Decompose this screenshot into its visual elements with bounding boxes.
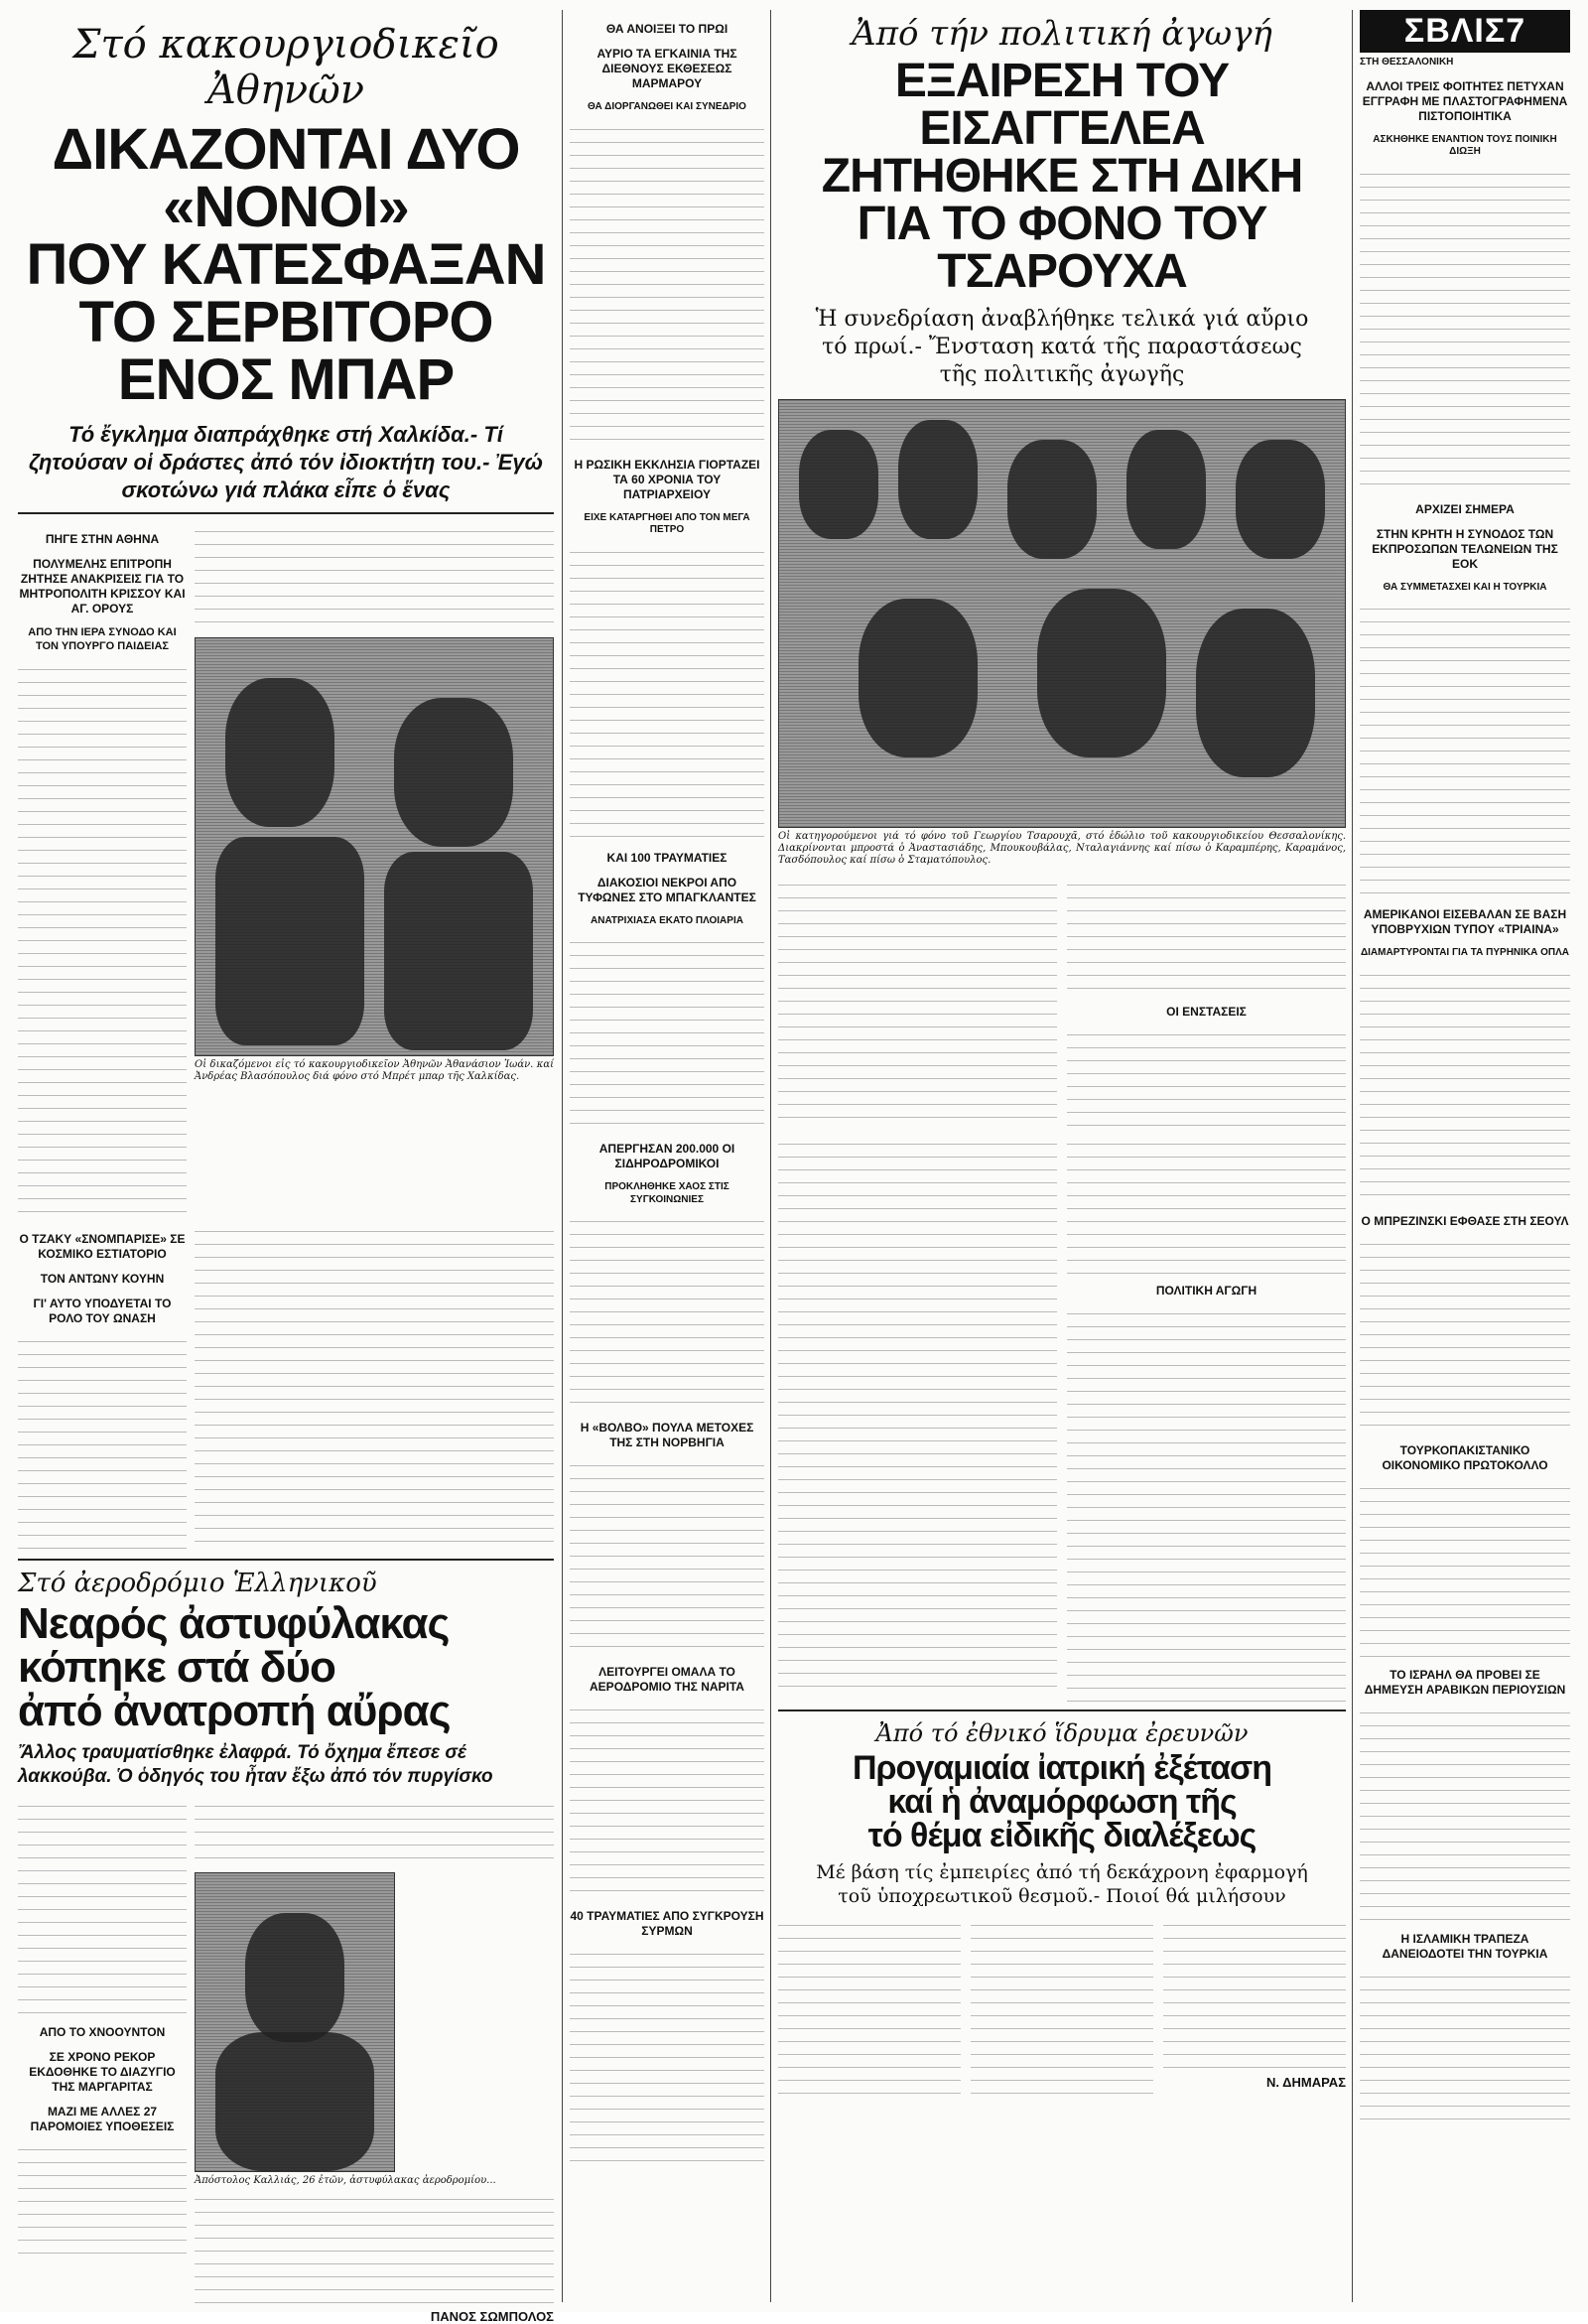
divider [778, 1709, 1346, 1711]
article-text [1360, 165, 1570, 492]
side-head: Ο ΤΖΑΚΥ «ΣΝΟΜΠΑΡΙΣΕ» ΣΕ ΚΟΣΜΙΚΟ ΕΣΤΙΑΤΟΡΙΟ [19, 1231, 186, 1261]
article-text [1067, 1135, 1346, 1274]
subhead: Μέ βάση τίς ἐμπειρίες ἀπό τή δεκάχρονη ἐφαρμογή τοῦ ὑποχρεωτικοῦ θεσμοῦ.- Ποιοί θά μιλήσουν [816, 1861, 1308, 1907]
subhead: Τό ἔγκλημα διαπράχθηκε στή Χαλκίδα.- Τί ζητούσαν οἱ δράστες ἀπό τόν ἰδιοκτήτη του.- Ἐγώ σκοτώνω γιά πλάκα εἶπε ὁ ἕνας [29, 422, 543, 502]
column-rule [562, 10, 563, 2302]
article-text [1360, 1235, 1570, 1434]
article-text [570, 1945, 764, 2173]
article-text [1360, 1968, 1570, 2126]
column-rule [1352, 10, 1353, 2302]
column-3 [778, 0, 1346, 2312]
article-text [1360, 1479, 1570, 1658]
article-text [1360, 600, 1570, 897]
side-head: ΘΑ ΑΝΟΙΞΕΙ ΤΟ ΠΡΩΙ [605, 22, 728, 36]
side-head: ΚΑΙ 100 ΤΡΑΥΜΑΤΙΕΣ [606, 850, 728, 865]
side-head: ΘΑ ΔΙΟΡΓΑΝΩΘΕΙ ΚΑΙ ΣΥΝΕΔΡΙΟ [588, 101, 746, 112]
article-text [1067, 1025, 1346, 1135]
headline: ΠΟΥ ΚΑΤΕΣΦΑΞΑΝ [26, 232, 546, 297]
article-text [570, 120, 764, 448]
side-head: ΤΟΝ ΑΝΤΩΝΥ ΚΟΥΗΝ [40, 1271, 165, 1286]
byline: Ν. ΔΗΜΑΡΑΣ [1266, 2075, 1346, 2090]
section-logo: ΣΒΛΙΣ7 [1360, 10, 1570, 53]
headline: ΓΙΑ ΤΟ ΦΟΝΟ ΤΟΥ ΤΣΑΡΟΥΧΑ [857, 198, 1267, 298]
side-head: ΓΙ' ΑΥΤΟ ΥΠΟΔΥΕΤΑΙ ΤΟ ΡΟΛΟ ΤΟΥ ΩΝΑΣΗ [33, 1296, 172, 1325]
headline: ἀπό ἀνατροπή αὔρας [18, 1686, 451, 1735]
article-text [195, 1222, 554, 1550]
side-head: ΑΛΛΟΙ ΤΡΕΙΣ ΦΟΙΤΗΤΕΣ ΠΕΤΥΧΑΝ ΕΓΓΡΑΦΗ ΜΕ ΠΛΑΣΤΟΓΡΑΦΗΜΕΝΑ ΠΙΣΤΟΠΟΙΗΤΙΚΑ [1362, 78, 1568, 123]
side-head: ΛΕΙΤΟΥΡΓΕΙ ΟΜΑΛΑ ΤΟ ΑΕΡΟΔΡΟΜΙΟ ΤΗΣ ΝΑΡΙΤΑ [590, 1665, 744, 1694]
article-text [570, 1456, 764, 1655]
article-text [778, 1135, 1057, 1691]
article-text [778, 876, 1057, 1124]
article-text [18, 1332, 187, 1551]
side-head: ΕΙΧΕ ΚΑΤΑΡΓΗΘΕΙ ΑΠΟ ΤΟΝ ΜΕΓΑ ΠΕΤΡΟ [584, 511, 750, 535]
kicker: Ἀπό τό ἐθνικό ἵδρυμα ἐρευνῶν [875, 1719, 1249, 1747]
side-head: ΜΑΖΙ ΜΕ ΑΛΛΕΣ 27 ΠΑΡΟΜΟΙΕΣ ΥΠΟΘΕΣΕΙΣ [30, 2104, 175, 2133]
column-rule [770, 10, 771, 2302]
article-text [1360, 1704, 1570, 1922]
article-text [1067, 1304, 1346, 1702]
section-head: ΠΟΛΙΤΙΚΗ ΑΓΩΓΗ [1155, 1284, 1257, 1298]
side-head: Η ΡΩΣΙΚΗ ΕΚΚΛΗΣΙΑ ΓΙΟΡΤΑΖΕΙ ΤΑ 60 ΧΡΟΝΙΑ ΤΟΥ ΠΑΤΡΙΑΡΧΕΙΟΥ [574, 457, 760, 501]
column-1 [18, 0, 554, 2324]
column-4 [1360, 0, 1570, 2312]
headline: τό θέμα εἰδικῆς διαλέξεως [867, 1817, 1257, 1854]
side-head: ΑΠΟ ΤΟ ΧΝΟΟΥΝΤΟΝ [39, 2024, 166, 2039]
side-head: ΔΙΑΜΑΡΤΥΡΟΝΤΑΙ ΓΙΑ ΤΑ ΠΥΡΗΝΙΚΑ ΟΠΛΑ [1360, 947, 1570, 958]
side-head: ΤΟ ΙΣΡΑΗΛ ΘΑ ΠΡΟΒΕΙ ΣΕ ΔΗΜΕΥΣΗ ΑΡΑΒΙΚΩΝ ΠΕΡΙΟΥΣΙΩΝ [1364, 1667, 1566, 1697]
photo-caption: Οἱ δικαζόμενοι εἰς τό κακουργιοδικεῖον Ἀθηνῶν Ἀθανάσιον Ἰωάν. καί Ἀνδρέας Βλασόπουλος διά φόνο στό Μπρέτ μπαρ τῆς Χαλκίδας. [195, 1059, 554, 1082]
divider [18, 1559, 554, 1561]
side-head: ΠΟΛΥΜΕΛΗΣ ΕΠΙΤΡΟΠΗ ΖΗΤΗΣΕ ΑΝΑΚΡΙΣΕΙΣ ΓΙΑ ΤΟ ΜΗΤΡΟΠΟΛΙΤΗ ΚΡΙΣΣΟΥ ΚΑΙ ΑΓ. ΟΡΟΥΣ [19, 557, 186, 615]
subhead: Ἡ συνεδρίαση ἀναβλήθηκε τελικά γιά αὔριο τό πρωί.- Ἔνσταση κατά τῆς παραστάσεως τῆς πολιτικῆς ἀγωγῆς [815, 307, 1309, 387]
article-text [570, 1701, 764, 1899]
section-head: ΟΙ ΕΝΣΤΑΣΕΙΣ [1166, 1005, 1247, 1019]
side-head: ΔΙΑΚΟΣΙΟΙ ΝΕΚΡΟΙ ΑΠΟ ΤΥΦΩΝΕΣ ΣΤΟ ΜΠΑΓΚΛΑΝΤΕΣ [578, 875, 756, 904]
side-head: ΠΡΟΚΛΗΘΗΚΕ ΧΑΟΣ ΣΤΙΣ ΣΥΓΚΟΙΝΩΝΙΕΣ [604, 1181, 729, 1205]
side-head: ΘΑ ΣΥΜΜΕΤΑΣΧΕΙ ΚΑΙ Η ΤΟΥΡΚΙΑ [1383, 581, 1547, 593]
courtroom-photo [778, 399, 1346, 828]
side-head: ΑΝΑΤΡΙΧΙΑΣΑ ΕΚΑΤΟ ΠΛΟΙΑΡΙΑ [591, 914, 743, 926]
kicker: Ἀπό τήν πολιτική ἀγωγή [852, 14, 1272, 54]
headline: καί ἡ ἀναμόρφωση τῆς [887, 1783, 1237, 1821]
side-head: Η ΙΣΛΑΜΙΚΗ ΤΡΑΠΕΖΑ ΔΑΝΕΙΟΔΟΤΕΙ ΤΗΝ ΤΟΥΡΚΙΑ [1382, 1931, 1548, 1961]
article-text [18, 1797, 187, 2015]
side-head: ΑΠΕΡΓΗΣΑΝ 200.000 ΟΙ ΣΙΔΗΡΟΔΡΟΜΙΚΟΙ [598, 1142, 735, 1170]
column-2 [570, 0, 764, 2312]
headline: ΔΙΚΑΖΟΝΤΑΙ ΔΥΟ «ΝΟΝΟΙ» [52, 117, 520, 239]
article-text [570, 933, 764, 1132]
article-text [570, 1212, 764, 1411]
article-text [18, 2140, 187, 2259]
article-text [1163, 1916, 1346, 2075]
side-head: ΑΜΕΡΙΚΑΝΟΙ ΕΙΣΕΒΑΛΑΝ ΣΕ ΒΑΣΗ ΥΠΟΒΡΥΧΙΩΝ ΤΥΠΟΥ «ΤΡΙΑΙΝΑ» [1363, 907, 1567, 936]
headline: Νεαρός ἀστυφύλακας [18, 1598, 450, 1648]
section-label: ΣΤΗ ΘΕΣΣΑΛΟΝΙΚΗ [1360, 57, 1454, 68]
article-text [195, 522, 554, 631]
article-text [570, 543, 764, 841]
article-text [18, 660, 187, 1216]
side-head: ΑΡΧΙΖΕΙ ΣΗΜΕΡΑ [1415, 501, 1515, 516]
article-text [195, 1797, 554, 1866]
side-head: ΤΟΥΡΚΟΠΑΚΙΣΤΑΝΙΚΟ ΟΙΚΟΝΟΜΙΚΟ ΠΡΩΤΟΚΟΛΛΟ [1382, 1442, 1548, 1472]
kicker: Στό κακουργιοδικεῖο Ἀθηνῶν [72, 22, 499, 113]
side-head: Η «ΒΟΛΒΟ» ΠΟΥΛΑ ΜΕΤΟΧΕΣ ΤΗΣ ΣΤΗ ΝΟΡΒΗΓΙΑ [580, 1421, 754, 1449]
headline: ΕΞΑΙΡΕΣΗ ΤΟΥ ΕΙΣΑΓΓΕΛΕΑ [894, 55, 1230, 155]
headline: Προγαμιαία ἰατρική ἐξέταση [852, 1749, 1272, 1787]
subhead: Ἄλλος τραυματίσθηκε ἐλαφρά. Τό ὄχημα ἔπεσε σέ λακκούβα. Ὁ ὁδηγός του ἦταν ἔξω ἀπό τόν πυργίσκο [18, 1741, 493, 1787]
article-text [1067, 876, 1346, 995]
side-head: ΣΤΗΝ ΚΡΗΤΗ Η ΣΥΝΟΔΟΣ ΤΩΝ ΕΚΠΡΟΣΩΠΩΝ ΤΕΛΩΝΕΙΩΝ ΤΗΣ ΕΟΚ [1372, 526, 1558, 571]
photo-caption: Οἱ κατηγορούμενοι γιά τό φόνο τοῦ Γεωργίου Τσαρουχᾶ, στό ἑδώλιο τοῦ κακουργιοδικείου Θεσσαλονίκης. Διακρίνονται μπροστά ὁ Ἀναστασιάδης, Μπουκουβάλας, Νταλαγιάννης καί πίσω ὁ Καραμπέρης, Καραμάνος, Τασδόπουλος καί πίσω ὁ Σταματόπουλος. [778, 831, 1346, 866]
article-text [778, 1916, 961, 2095]
photo-caption: Ἀπόστολος Καλλιάς, 26 ἐτῶν, ἀστυφύλακας ἀεροδρομίου... [195, 2174, 496, 2186]
side-head: ΑΣΚΗΘΗΚΕ ΕΝΑΝΤΙΟΝ ΤΟΥΣ ΠΟΙΝΙΚΗ ΔΙΩΞΗ [1373, 133, 1557, 157]
headline: ΖΗΤΗΘΗΚΕ ΣΤΗ ΔΙΚΗ [821, 150, 1303, 203]
defendants-photo [195, 637, 554, 1056]
kicker: Στό ἀεροδρόμιο Ἑλληνικοῦ [18, 1568, 377, 1598]
side-head: ΑΠΟ ΤΗΝ ΙΕΡΑ ΣΥΝΟΔΟ ΚΑΙ ΤΟΝ ΥΠΟΥΡΓΟ ΠΑΙΔΕΙΑΣ [28, 626, 177, 652]
officer-photo [195, 1872, 395, 2172]
headline: κόπηκε στά δύο [18, 1642, 335, 1692]
divider [18, 512, 554, 514]
side-head: ΠΗΓΕ ΣΤΗΝ ΑΘΗΝΑ [45, 532, 160, 546]
article-text [195, 2190, 554, 2309]
article-text [971, 1916, 1153, 2095]
byline: ΠΑΝΟΣ ΣΩΜΠΟΛΟΣ [430, 2308, 554, 2324]
side-head: ΣΕ ΧΡΟΝΟ ΡΕΚΟΡ ΕΚΔΟΘΗΚΕ ΤΟ ΔΙΑΖΥΓΙΟ ΤΗΣ ΜΑΡΓΑΡΙΤΑΣ [29, 2049, 176, 2094]
side-head: Ο ΜΠΡΕΖΙΝΣΚΙ ΕΦΘΑΣΕ ΣΤΗ ΣΕΟΥΛ [1361, 1213, 1569, 1228]
article-text [1360, 966, 1570, 1204]
side-head: 40 ΤΡΑΥΜΑΤΙΕΣ ΑΠΟ ΣΥΓΚΡΟΥΣΗ ΣΥΡΜΩΝ [570, 1909, 764, 1938]
headline: ΤΟ ΣΕΡΒΙΤΟΡΟ ΕΝΟΣ ΜΠΑΡ [78, 290, 493, 412]
side-head: ΑΥΡΙΟ ΤΑ ΕΓΚΑΙΝΙΑ ΤΗΣ ΔΙΕΘΝΟΥΣ ΕΚΘΕΣΕΩΣ ΜΑΡΜΑΡΟΥ [596, 47, 737, 90]
